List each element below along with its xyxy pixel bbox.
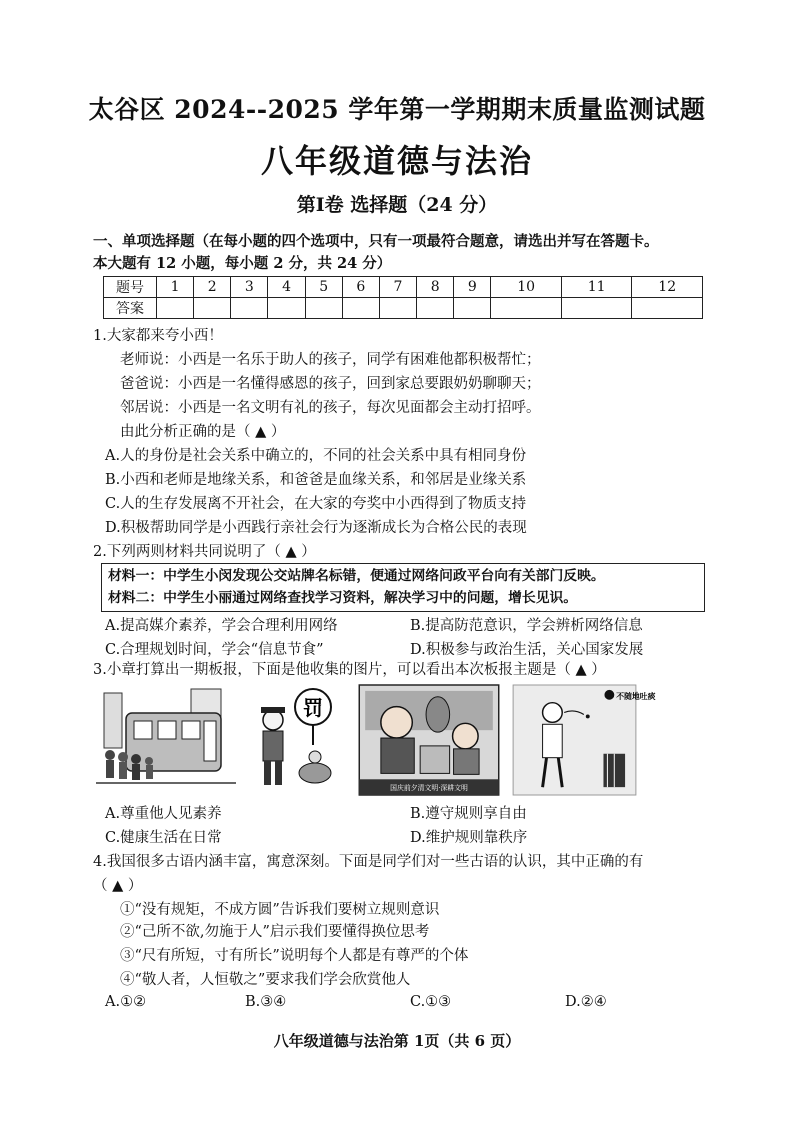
q3-option-a[interactable]: A.尊重他人见素养	[105, 806, 222, 822]
no-spitting-caption: 不随地吐痰	[616, 691, 656, 701]
answer-table-answer-row	[104, 298, 703, 319]
q3-option-d[interactable]: D.维护规则靠秩序	[410, 830, 528, 846]
exam-title: 太谷区 2024--2025 学年第一学期期末质量监测试题	[88, 95, 706, 124]
answer-table	[103, 276, 703, 319]
question-number-cell: 11	[561, 277, 632, 298]
no-spitting-illustration	[512, 685, 656, 795]
answer-cell[interactable]	[305, 298, 342, 319]
fine-sign-text: 罚	[303, 696, 323, 720]
question-number-cell: 3	[231, 277, 268, 298]
q1-neighbor-line: 邻居说：小西是一名文明有礼的孩子，每次见面都会主动打招呼。	[120, 400, 541, 416]
question-number-cell: 2	[194, 277, 231, 298]
instructions-line-2: 本大题有 12 小题，每小题 2 分，共 24 分）	[93, 255, 392, 272]
answer-cell[interactable]	[194, 298, 231, 319]
answer-cell[interactable]	[417, 298, 454, 319]
question-number-cell: 4	[268, 277, 305, 298]
answer-cell[interactable]	[491, 298, 562, 319]
answer-table-number-row	[104, 277, 703, 298]
answer-cell[interactable]	[157, 298, 194, 319]
q4-item-1: ①“没有规矩，不成方圆”告诉我们要树立规则意识	[120, 902, 440, 918]
q3-option-c[interactable]: C.健康生活在日常	[105, 830, 222, 846]
q3-option-b[interactable]: B.遵守规则享自由	[410, 806, 527, 822]
poster-caption: 国庆前夕清文明·深耕文明	[390, 784, 468, 793]
q1-option-c[interactable]: C.人的生存发展离不开社会，在大家的夸奖中小西得到了物质支持	[105, 496, 527, 512]
q2-stem: 2.下列两则材料共同说明了（ ▲ ）	[93, 544, 316, 560]
answer-row-label: 答案	[104, 298, 157, 319]
civilization-poster-illustration	[358, 685, 500, 795]
section-title: 第Ⅰ卷 选择题（24 分）	[296, 194, 498, 216]
question-number-cell: 8	[417, 277, 454, 298]
q4-item-4: ④“敬人者，人恒敬之”要求我们学会欣赏他人	[120, 972, 411, 988]
answer-cell[interactable]	[561, 298, 632, 319]
question-number-cell: 9	[454, 277, 491, 298]
question-number-cell: 10	[491, 277, 562, 298]
page-footer: 八年级道德与法治第 1页（共 6 页）	[273, 1032, 521, 1050]
q2-option-d[interactable]: D.积极参与政治生活，关心国家发展	[410, 642, 644, 658]
q1-option-a[interactable]: A.人的身份是社会关系中确立的，不同的社会关系中具有相同身份	[105, 448, 527, 464]
answer-cell[interactable]	[231, 298, 268, 319]
q4-option-d[interactable]: D.②④	[565, 994, 607, 1010]
q2-option-c[interactable]: C.合理规划时间，学会“信息节食”	[105, 642, 324, 658]
q4-item-3: ③“尺有所短，寸有所长”说明每个人都是有尊严的个体	[120, 948, 469, 964]
q1-prompt-line: 由此分析正确的是（ ▲ ）	[120, 424, 286, 440]
number-row-label: 题号	[104, 277, 157, 298]
q2-material-2: 材料二：中学生小丽通过网络查找学习资料，解决学习中的问题，增长见识。	[108, 590, 578, 606]
answer-cell[interactable]	[454, 298, 491, 319]
q1-option-d[interactable]: D.积极帮助同学是小西践行亲社会行为逐渐成长为合格公民的表现	[105, 520, 527, 536]
q1-stem: 1.大家都来夸小西！	[93, 328, 223, 344]
q2-option-a[interactable]: A.提高媒介素养，学会合理利用网络	[105, 618, 338, 634]
q4-stem-bracket: （ ▲ ）	[93, 878, 143, 894]
q4-option-a[interactable]: A.①②	[105, 994, 147, 1010]
queue-bus-illustration	[96, 685, 236, 795]
q2-material-box	[101, 563, 705, 612]
question-number-cell: 6	[342, 277, 379, 298]
q2-option-b[interactable]: B.提高防范意识，学会辨析网络信息	[410, 618, 643, 634]
q2-material-1: 材料一：中学生小闵发现公交站牌名标错，便通过网络问政平台向有关部门反映。	[108, 568, 605, 584]
answer-cell[interactable]	[342, 298, 379, 319]
question-number-cell: 5	[305, 277, 342, 298]
q1-option-b[interactable]: B.小西和老师是地缘关系，和爸爸是血缘关系，和邻居是业缘关系	[105, 472, 527, 488]
q3-stem: 3.小章打算出一期板报，下面是他收集的图片，可以看出本次板报主题是（ ▲ ）	[93, 662, 606, 678]
question-number-cell: 12	[632, 277, 703, 298]
q4-item-2: ②“己所不欲,勿施于人”启示我们要懂得换位思考	[120, 924, 430, 940]
q1-teacher-line: 老师说：小西是一名乐于助人的孩子，同学有困难他都积极帮忙；	[120, 352, 541, 368]
traffic-fine-illustration	[243, 685, 343, 795]
answer-cell[interactable]	[268, 298, 305, 319]
answer-cell[interactable]	[632, 298, 703, 319]
instructions-line-1: 一、单项选择题（在每小题的四个选项中，只有一项最符合题意，请选出并写在答题卡。	[93, 233, 659, 250]
subject-title: 八年级道德与法治	[260, 142, 533, 180]
q4-option-b[interactable]: B.③④	[245, 994, 287, 1010]
q4-stem: 4.我国很多古语内涵丰富，寓意深刻。下面是同学们对一些古语的认识，其中正确的有	[93, 854, 644, 870]
q4-option-c[interactable]: C.①③	[410, 994, 452, 1010]
q1-father-line: 爸爸说：小西是一名懂得感恩的孩子，回到家总要跟奶奶聊聊天；	[120, 376, 541, 392]
question-number-cell: 1	[157, 277, 194, 298]
answer-cell[interactable]	[379, 298, 416, 319]
question-number-cell: 7	[379, 277, 416, 298]
